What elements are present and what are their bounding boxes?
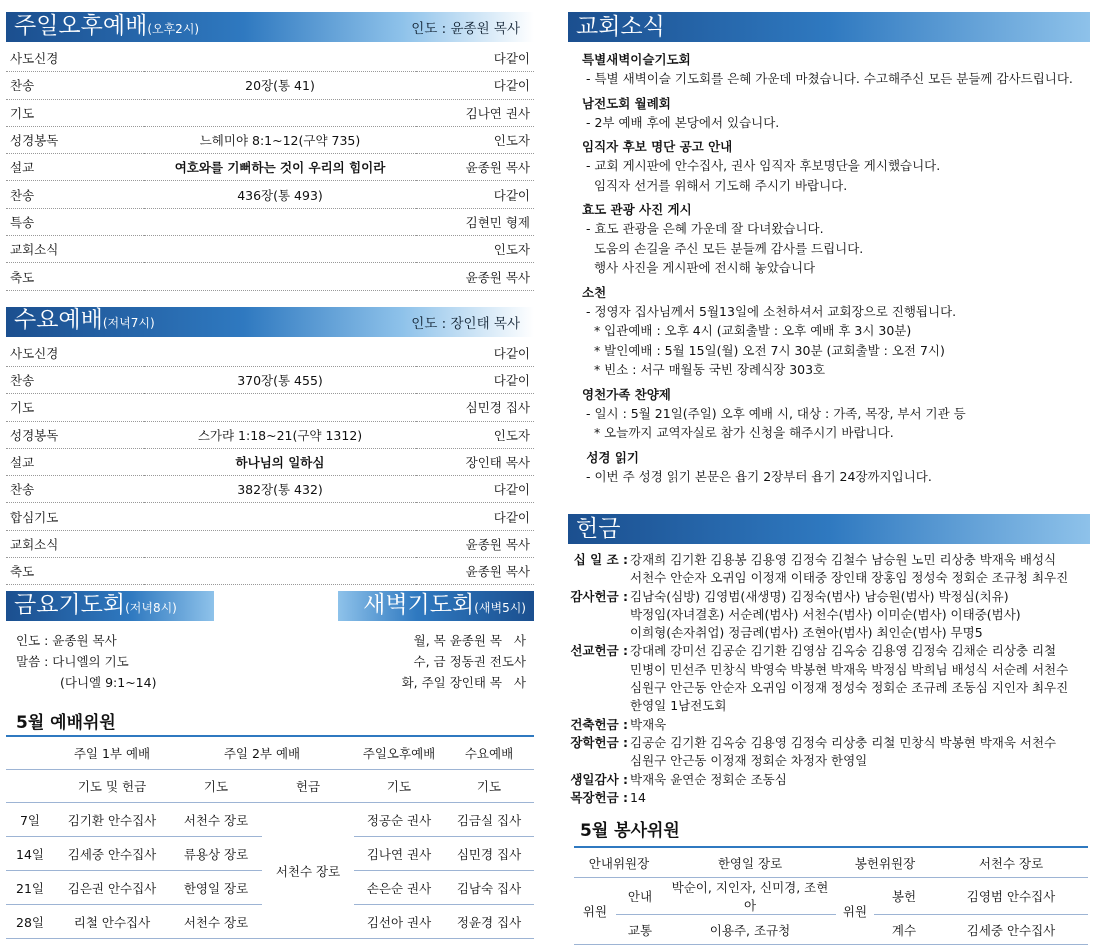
friday-title: 금요기도회(저녁8시) (14, 591, 177, 618)
order-content: 여호와를 기뻐하는 것이 우리의 힘이라 (144, 154, 416, 181)
order-row (6, 154, 534, 181)
order-leader: 다같이 (416, 366, 534, 393)
order-item: 축도 (6, 558, 144, 585)
offering-row (568, 716, 1090, 734)
header-afternoon: 주일오후예배 (354, 736, 444, 770)
row-cell: 손은순 권사 (354, 871, 444, 905)
order-item: 합심기도 (6, 503, 144, 530)
order-item: 특송 (6, 208, 144, 235)
order-leader: 다같이 (416, 503, 534, 530)
order-content (144, 99, 416, 126)
news-banner (568, 12, 1090, 42)
order-leader: 김나연 권사 (416, 99, 534, 126)
traffic-members: 이용주, 조규청 (664, 915, 836, 945)
volunteers-header (574, 847, 1088, 878)
order-item: 교회소식 (6, 236, 144, 263)
row-cell: 김남숙 집사 (444, 871, 534, 905)
guide-chief-label: 안내위원장 (574, 847, 664, 878)
role-counting: 계수 (874, 915, 934, 945)
sunday-afternoon-leader: 인도 : 윤종원 목사 (411, 21, 520, 37)
offering-category: 선교헌금 : (570, 643, 628, 659)
news-item (582, 200, 1090, 278)
offering-category: 목장헌금 : (570, 789, 628, 805)
order-leader: 다같이 (416, 45, 534, 72)
offering-member: 김영범 안수집사 (934, 878, 1088, 915)
order-row (6, 99, 534, 126)
friday-info (16, 630, 216, 693)
offering-row (568, 551, 1090, 588)
order-row (6, 421, 534, 448)
news-heading: 임직자 후보 명단 공고 안내 (582, 139, 733, 154)
news-title: 교회소식 (576, 14, 665, 40)
order-item: 찬송 (6, 72, 144, 99)
order-row (6, 394, 534, 421)
committee-label-left: 위원 (574, 878, 616, 945)
right-column (568, 0, 1090, 491)
order-item: 사도신경 (6, 45, 144, 72)
news-line: - 특별 새벽이슬 기도회를 은혜 가운데 마쳤습니다. 수고해주신 모든 분들께 감사드립니다. (586, 71, 1073, 86)
offering-category: 건축헌금 : (570, 716, 628, 732)
row-cell: 한영일 장로 (170, 871, 262, 905)
news-heading: 소천 (582, 284, 607, 300)
offering-row (568, 588, 1090, 643)
order-content (144, 45, 416, 72)
order-leader: 인도자 (416, 236, 534, 263)
news-line: - 이번 주 성경 읽기 본문은 욥기 2장부터 욥기 24장까지입니다. (586, 468, 932, 484)
order-leader: 다같이 (416, 72, 534, 99)
news-line: - 2부 예배 후에 본당에서 있습니다. (586, 114, 780, 130)
news-line: * 오늘까지 교역자실로 참가 신청을 해주시기 바랍니다. (586, 425, 894, 440)
order-leader: 윤종원 목사 (416, 263, 534, 290)
may-worship-header-1 (6, 736, 534, 770)
order-content (144, 340, 416, 367)
order-leader: 인도자 (416, 421, 534, 448)
offering-names: 김공순 김기환 김옥숭 김용영 김정숙 리상충 리철 민창식 박봉현 박재욱 서천수 심원구 안근동 이정재 정회순 차정자 한영일 (630, 734, 1057, 769)
role-offering: 봉헌 (874, 878, 934, 915)
offering-chief-label: 봉헌위원장 (836, 847, 934, 878)
friday-sermon: 말씀 : 다니엘의 기도 (16, 654, 129, 669)
order-row (6, 208, 534, 235)
order-item: 찬송 (6, 476, 144, 503)
news-line: 도움의 손길을 주신 모든 분들께 감사를 드립니다. (586, 240, 864, 256)
order-leader: 김현민 형제 (416, 208, 534, 235)
row-cell: 정윤경 집사 (444, 905, 534, 939)
order-content (144, 236, 416, 263)
order-leader: 다같이 (416, 476, 534, 503)
order-leader: 윤종원 목사 (416, 530, 534, 557)
order-row (6, 181, 534, 208)
row-cell: 심민경 집사 (444, 837, 534, 871)
wednesday-order-table (6, 340, 534, 586)
news-item (582, 50, 1090, 89)
order-content (144, 394, 416, 421)
volunteers-title: 5월 봉사위원 (580, 821, 680, 841)
news-line: - 효도 관광을 은혜 가운데 잘 다녀왔습니다. (586, 221, 824, 236)
dawn-banner (338, 591, 534, 621)
offering-names: 14 (630, 789, 646, 805)
order-item: 기도 (6, 99, 144, 126)
friday-leader: 인도 : 윤종원 목사 (16, 633, 117, 648)
wednesday-leader: 인도 : 장인태 목사 (411, 315, 520, 332)
offering-names: 강대례 강미선 김공순 김기환 김영삼 김옥숭 김용영 김정숙 김채순 리상충 리철 민병이 민선주 민창식 박영숙 박봉현 박재욱 박정심 박희님 배성식 서순례 서천수 심원구 안근동 안순자 오귀임 이정재 정성숙 정회순 조규례 조동심 지인자 최우진 한영일 1남전도회 (630, 643, 1069, 714)
row-cell: 김은권 안수집사 (54, 871, 170, 905)
committee-label-right: 위원 (836, 878, 874, 945)
role-guide: 안내 (616, 878, 664, 915)
news-line: * 빈소 : 서구 매월동 국빈 장례식장 303호 (586, 362, 826, 377)
order-item: 축도 (6, 263, 144, 290)
row-date: 7일 (6, 803, 54, 837)
news-line: - 정영자 집사님께서 5월13일에 소천하셔서 교회장으로 진행됩니다. (586, 303, 957, 319)
order-content: 436장(통 493) (144, 181, 416, 208)
dawn-line-1: 월, 목 윤종원 목 사 (413, 633, 526, 648)
news-heading: 영천가족 찬양제 (582, 386, 671, 402)
order-row (6, 236, 534, 263)
role-traffic: 교통 (616, 915, 664, 945)
order-leader: 인도자 (416, 126, 534, 153)
order-leader: 다같이 (416, 181, 534, 208)
row-cell: 김금실 집사 (444, 803, 534, 837)
order-item: 기도 (6, 394, 144, 421)
subheader-2: 기도 (170, 770, 262, 803)
order-row (6, 263, 534, 290)
order-content: 382장(통 432) (144, 476, 416, 503)
guide-members: 박순이, 지인자, 신미경, 조현아 (664, 878, 836, 915)
counting-member: 김세중 안수집사 (934, 915, 1088, 945)
news-heading: 성경 읽기 (582, 449, 640, 465)
row-cell: 류용상 장로 (170, 837, 262, 871)
subheader-4: 기도 (354, 770, 444, 803)
offering-category: 생일감사 : (570, 771, 628, 787)
row-date: 28일 (6, 905, 54, 939)
sunday-afternoon-order-table (6, 45, 534, 291)
news-item (582, 137, 1090, 195)
offering-title: 헌금 (576, 516, 621, 542)
order-content (144, 503, 416, 530)
sunday-afternoon-banner (6, 12, 534, 42)
news-line: * 입관예배 : 오후 4시 (교회출발 : 오후 예배 후 3시 30분) (586, 323, 912, 338)
row-cell: 서천수 장로 (170, 905, 262, 939)
order-row (6, 558, 534, 585)
order-row (6, 366, 534, 393)
order-content: 370장(통 455) (144, 366, 416, 393)
order-content: 스가랴 1:18~21(구약 1312) (144, 421, 416, 448)
offering-chief: 서천수 장로 (934, 847, 1088, 878)
order-leader: 윤종원 목사 (416, 558, 534, 585)
order-leader: 다같이 (416, 340, 534, 367)
order-item: 사도신경 (6, 340, 144, 367)
order-content (144, 558, 416, 585)
news-item (582, 448, 1090, 487)
order-row (6, 503, 534, 530)
subheader-3: 헌금 (262, 770, 354, 803)
dawn-line-3: 화, 주일 장인태 목 사 (401, 675, 526, 690)
offering-banner (568, 514, 1090, 544)
order-item: 교회소식 (6, 530, 144, 557)
guide-chief: 한영일 장로 (664, 847, 836, 878)
row-cell: 김나연 권사 (354, 837, 444, 871)
header-service-1: 주일 1부 예배 (54, 736, 170, 770)
dawn-line-2: 수, 금 정동권 전도사 (413, 654, 526, 669)
row-cell: 김세중 안수집사 (54, 837, 170, 871)
dawn-title: 새벽기도회(새벽5시) (363, 591, 526, 618)
order-row (6, 126, 534, 153)
news-item (582, 283, 1090, 380)
may-worship-header-2 (6, 770, 534, 803)
header-wednesday: 수요예배 (444, 736, 534, 770)
offering-names: 김남숙(심방) 김영범(새생명) 김정숙(범사) 남승원(범사) 박정심(치유) 박정임(자녀결혼) 서순례(범사) 서천수(범사) 이미순(범사) 이태중(범사) 이희형(손자취업) 정금례(범사) 조현아(범사) 최인순(범사) 무명5 (630, 588, 1021, 641)
order-item: 설교 (6, 154, 144, 181)
order-content: 20장(통 41) (144, 72, 416, 99)
news-line: 행사 사진을 게시판에 전시해 놓았습니다 (586, 260, 816, 275)
friday-banner (6, 591, 214, 621)
order-item: 설교 (6, 448, 144, 475)
news-line: * 발인예배 : 5월 15일(월) 오전 7시 30분 (교회출발 : 오전 7시) (586, 342, 945, 358)
order-content (144, 263, 416, 290)
may-worship-title: 5월 예배위원 (16, 713, 116, 733)
offering-merged-cell: 서천수 장로 (262, 803, 354, 939)
dawn-info (330, 630, 526, 693)
row-cell: 김선아 권사 (354, 905, 444, 939)
row-date: 21일 (6, 871, 54, 905)
order-content (144, 530, 416, 557)
order-item: 찬송 (6, 181, 144, 208)
offering-category: 감사헌금 : (570, 588, 628, 604)
left-column (6, 0, 534, 585)
news-list (568, 50, 1090, 486)
row-date: 14일 (6, 837, 54, 871)
row-cell: 정공순 권사 (354, 803, 444, 837)
offering-row (568, 789, 1090, 807)
subheader-1: 기도 및 헌금 (54, 770, 170, 803)
table-row (574, 878, 1088, 915)
may-worship-table (6, 735, 534, 939)
order-row (6, 340, 534, 367)
offering-row (568, 734, 1090, 771)
order-row (6, 530, 534, 557)
offering-row (568, 771, 1090, 789)
news-line: 임직자 선거를 위해서 기도해 주시기 바랍니다. (586, 177, 848, 193)
news-heading: 남전도회 월례회 (582, 95, 671, 111)
subheader-5: 기도 (444, 770, 534, 803)
row-cell: 서천수 장로 (170, 803, 262, 837)
order-content: 하나님의 일하심 (144, 448, 416, 475)
order-row (6, 448, 534, 475)
order-item: 성경봉독 (6, 126, 144, 153)
offering-category: 십 일 조 : (573, 552, 628, 567)
offering-names: 박재욱 윤연순 정회순 조동심 (630, 771, 787, 787)
wednesday-banner (6, 307, 534, 337)
offering-row (568, 642, 1090, 715)
order-leader: 윤종원 목사 (416, 154, 534, 181)
news-item (582, 385, 1090, 443)
friday-scripture: (다니엘 9:1~14) (60, 675, 157, 690)
order-row (6, 72, 534, 99)
offering-names: 강재희 김기환 김용봉 김용영 김정숙 김철수 남승원 노민 리상충 박재욱 배성식 서천수 안순자 오귀임 이정재 이태중 장인태 장홍임 정성숙 정회순 조규청 최우진 (630, 552, 1069, 586)
order-content (144, 208, 416, 235)
table-row (574, 915, 1088, 945)
order-content: 느헤미야 8:1~12(구약 735) (144, 126, 416, 153)
sunday-afternoon-title: 주일오후예배(오후2시) (14, 12, 200, 39)
offering-list (568, 551, 1090, 807)
row-cell: 김기환 안수집사 (54, 803, 170, 837)
offering-names: 박재욱 (630, 716, 667, 732)
volunteers-table (574, 846, 1088, 945)
order-row (6, 45, 534, 72)
header-service-2: 주일 2부 예배 (170, 736, 354, 770)
table-row (6, 803, 534, 837)
offering-category: 장학헌금 : (570, 734, 628, 750)
news-heading: 특별새벽이슬기도회 (582, 52, 691, 67)
news-item (582, 94, 1090, 133)
news-line: - 교회 게시판에 안수집사, 권사 임직자 후보명단을 게시했습니다. (586, 158, 941, 173)
news-heading: 효도 관광 사진 게시 (582, 202, 692, 217)
order-row (6, 476, 534, 503)
wednesday-title: 수요예배(저녁7시) (14, 307, 155, 334)
row-cell: 리철 안수집사 (54, 905, 170, 939)
order-item: 성경봉독 (6, 421, 144, 448)
news-line: - 일시 : 5월 21일(주일) 오후 예배 시, 대상 : 가족, 목장, 부서 기관 등 (586, 405, 966, 421)
order-leader: 심민경 집사 (416, 394, 534, 421)
order-item: 찬송 (6, 366, 144, 393)
order-leader: 장인태 목사 (416, 448, 534, 475)
